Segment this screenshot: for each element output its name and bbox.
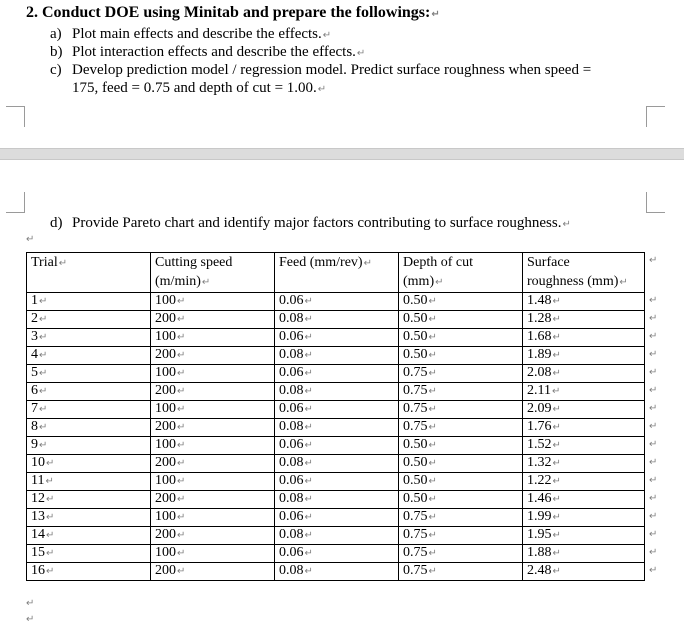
row-end-mark-icon: ↵ [649,402,658,414]
row-end-mark-icon: ↵ [649,384,658,396]
cell-cutting-speed: 100 ↵ [151,293,275,311]
cell-surface-roughness: 1.68 ↵ [523,329,645,347]
cell-trial: 16 ↵ [27,563,151,581]
table-row [27,437,645,455]
cell-feed: 0.08 ↵ [275,563,399,581]
table-row [27,383,645,401]
cell-trial: 4 ↵ [27,347,151,365]
table-row [27,311,645,329]
table-row [27,419,645,437]
table-row [27,401,645,419]
cell-cutting-speed: 200 ↵ [151,347,275,365]
cell-depth-of-cut: 0.50 ↵ [399,311,523,329]
row-end-mark-icon: ↵ [649,546,658,558]
cell-feed: 0.08 ↵ [275,311,399,329]
row-end-mark-icon: ↵ [649,366,658,378]
cell-feed: 0.06 ↵ [275,473,399,491]
cell-cutting-speed: 100 ↵ [151,365,275,383]
page-break-gap [0,148,684,160]
row-end-mark-icon: ↵ [649,254,658,266]
cell-feed: 0.08 ↵ [275,491,399,509]
crop-mark [646,192,665,213]
cell-surface-roughness: 2.08 ↵ [523,365,645,383]
row-end-mark-icon: ↵ [649,492,658,504]
cell-depth-of-cut: 0.75 ↵ [399,401,523,419]
empty-paragraph-mark-icon: ↵ [26,598,35,609]
cell-surface-roughness: 1.95 ↵ [523,527,645,545]
cell-trial: 6 ↵ [27,383,151,401]
cell-trial: 2 ↵ [27,311,151,329]
cell-feed: 0.06 ↵ [275,545,399,563]
row-end-mark-icon: ↵ [649,420,658,432]
cell-trial: 9 ↵ [27,437,151,455]
row-end-mark-icon: ↵ [649,438,658,450]
crop-mark [6,106,25,127]
cell-trial: 8 ↵ [27,419,151,437]
row-end-mark-icon: ↵ [649,474,658,486]
cell-depth-of-cut: 0.75 ↵ [399,545,523,563]
cell-depth-of-cut: 0.50 ↵ [399,329,523,347]
cell-cutting-speed: 100 ↵ [151,329,275,347]
cell-feed: 0.06 ↵ [275,329,399,347]
cell-cutting-speed: 200 ↵ [151,455,275,473]
cell-depth-of-cut: 0.75 ↵ [399,509,523,527]
item-b: b) Plot interaction effects and describe the effects. ↵ [50,43,365,63]
empty-paragraph-mark-icon: ↵ [26,614,35,625]
item-a: a) Plot main effects and describe the effects. ↵ [50,25,331,45]
row-end-mark-icon: ↵ [649,312,658,324]
cell-cutting-speed: 100 ↵ [151,545,275,563]
cell-surface-roughness: 1.89 ↵ [523,347,645,365]
header-feed: Feed (mm/rev) ↵ [275,253,399,293]
paragraph-mark-icon [357,48,365,59]
cell-surface-roughness: 1.32 ↵ [523,455,645,473]
crop-mark [646,106,665,127]
cell-trial: 11 ↵ [27,473,151,491]
item-c: c) Develop prediction model / regression model. Predict surface roughness when speed = 175, feed = 0.75 and depth of cut = 1.00. ↵ [50,61,591,99]
table-row [27,455,645,473]
doe-data-table [26,252,645,581]
cell-depth-of-cut: 0.75 ↵ [399,419,523,437]
row-end-mark-icon: ↵ [649,330,658,342]
cell-trial: 13 ↵ [27,509,151,527]
table-row [27,347,645,365]
table-row [27,329,645,347]
cell-feed: 0.06 ↵ [275,293,399,311]
cell-trial: 1 ↵ [27,293,151,311]
table-row [27,293,645,311]
cell-depth-of-cut: 0.50 ↵ [399,293,523,311]
row-end-mark-icon: ↵ [649,456,658,468]
question-title: 2. Conduct DOE using Minitab and prepare the followings: ↵ [26,4,440,22]
table-row [27,545,645,563]
row-end-mark-icon: ↵ [649,510,658,522]
cell-depth-of-cut: 0.75 ↵ [399,365,523,383]
item-d: d) Provide Pareto chart and identify major factors contributing to surface roughness. ↵ [50,215,571,232]
cell-trial: 10 ↵ [27,455,151,473]
cell-cutting-speed: 100 ↵ [151,473,275,491]
crop-mark [6,192,25,213]
cell-depth-of-cut: 0.75 ↵ [399,383,523,401]
cell-surface-roughness: 1.99 ↵ [523,509,645,527]
cell-depth-of-cut: 0.50 ↵ [399,473,523,491]
cell-depth-of-cut: 0.50 ↵ [399,491,523,509]
cell-surface-roughness: 2.09 ↵ [523,401,645,419]
cell-trial: 12 ↵ [27,491,151,509]
cell-surface-roughness: 1.46 ↵ [523,491,645,509]
cell-depth-of-cut: 0.50 ↵ [399,455,523,473]
row-end-mark-icon: ↵ [649,348,658,360]
paragraph-mark-icon [562,219,570,230]
table-row [27,365,645,383]
header-cutting-speed: Cutting speed (m/min) ↵ [151,253,275,293]
header-depth-of-cut: Depth of cut (mm) ↵ [399,253,523,293]
cell-feed: 0.08 ↵ [275,527,399,545]
cell-feed: 0.06 ↵ [275,401,399,419]
cell-feed: 0.08 ↵ [275,383,399,401]
cell-surface-roughness: 1.48 ↵ [523,293,645,311]
cell-feed: 0.06 ↵ [275,365,399,383]
cell-feed: 0.08 ↵ [275,455,399,473]
cell-surface-roughness: 1.22 ↵ [523,473,645,491]
table-row [27,563,645,581]
cell-trial: 3 ↵ [27,329,151,347]
cell-surface-roughness: 2.48 ↵ [523,563,645,581]
cell-depth-of-cut: 0.75 ↵ [399,563,523,581]
header-surface-roughness: Surface roughness (mm) ↵ [523,253,645,293]
cell-depth-of-cut: 0.75 ↵ [399,527,523,545]
header-trial: Trial ↵ [27,253,151,293]
cell-depth-of-cut: 0.50 ↵ [399,437,523,455]
cell-surface-roughness: 1.52 ↵ [523,437,645,455]
cell-feed: 0.08 ↵ [275,419,399,437]
cell-trial: 15 ↵ [27,545,151,563]
row-end-mark-icon: ↵ [649,564,658,576]
cell-surface-roughness: 1.88 ↵ [523,545,645,563]
empty-paragraph-mark-icon: ↵ [26,234,35,245]
cell-cutting-speed: 200 ↵ [151,563,275,581]
cell-feed: 0.08 ↵ [275,347,399,365]
cell-cutting-speed: 100 ↵ [151,401,275,419]
table-row [27,473,645,491]
table-row [27,527,645,545]
cell-cutting-speed: 100 ↵ [151,437,275,455]
cell-cutting-speed: 200 ↵ [151,527,275,545]
cell-depth-of-cut: 0.50 ↵ [399,347,523,365]
cell-feed: 0.06 ↵ [275,437,399,455]
cell-cutting-speed: 100 ↵ [151,509,275,527]
table-row [27,491,645,509]
cell-surface-roughness: 1.76 ↵ [523,419,645,437]
cell-surface-roughness: 2.11 ↵ [523,383,645,401]
paragraph-mark-icon [431,9,439,20]
cell-surface-roughness: 1.28 ↵ [523,311,645,329]
paragraph-mark-icon [318,84,326,95]
cell-trial: 14 ↵ [27,527,151,545]
table-row [27,509,645,527]
row-end-mark-icon: ↵ [649,528,658,540]
cell-trial: 5 ↵ [27,365,151,383]
cell-feed: 0.06 ↵ [275,509,399,527]
row-end-mark-icon: ↵ [649,294,658,306]
table-header-row [27,253,645,293]
cell-cutting-speed: 200 ↵ [151,419,275,437]
cell-cutting-speed: 200 ↵ [151,491,275,509]
paragraph-mark-icon [323,30,331,41]
cell-trial: 7 ↵ [27,401,151,419]
cell-cutting-speed: 200 ↵ [151,383,275,401]
cell-cutting-speed: 200 ↵ [151,311,275,329]
